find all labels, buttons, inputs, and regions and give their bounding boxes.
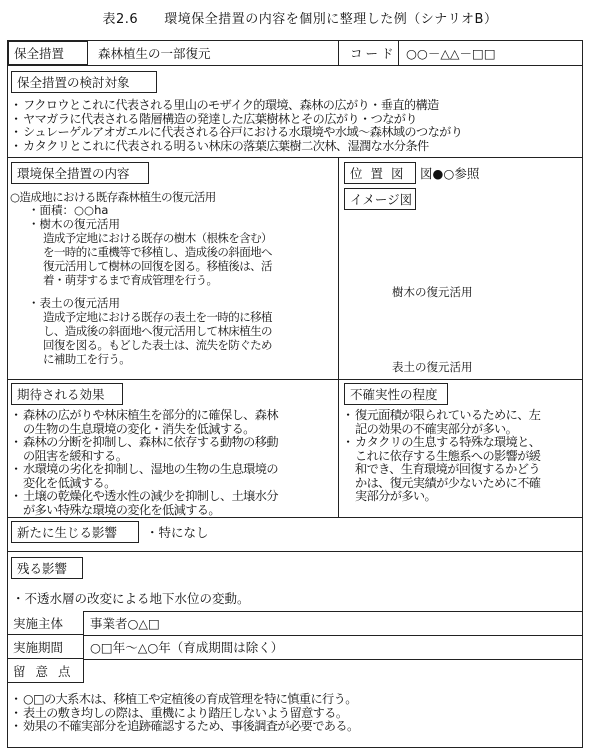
list-item: ・ シュレーゲルアオガエルに代表される谷戸における水環境や水域～森林域のつながり	[12, 126, 462, 140]
image-caption-soil: 表土の復元活用	[392, 360, 473, 374]
measure-value: 森林植生の一部復元	[98, 46, 211, 61]
measure-table	[7, 40, 583, 748]
effects-label: 期待される効果	[11, 383, 123, 405]
effects-list	[12, 409, 336, 517]
list-item: ・ 森林の広がりや林床植生を部分的に確保し、森林 の生物の生息環境の変化・消失を低減する。	[12, 409, 336, 436]
list-item: ・ ヤマガラに代表される階層構造の発達した広葉樹林とその広がり・つながり	[12, 113, 462, 127]
soil-line: に補助工を行う。	[43, 352, 131, 366]
new-impact-value: ・特になし	[146, 525, 209, 540]
list-item: ・ 水環境の劣化を抑制し、湿地の生物の生息環境の 変化を低減する。	[12, 463, 336, 490]
soil-line: 造成予定地における既存の表土を一時的に移植	[43, 310, 272, 324]
new-impact-label: 新たに生じる影響	[11, 521, 139, 543]
residual-value: ・不透水層の改変による地下水位の変動。	[12, 591, 250, 606]
table-number: 表2.6	[102, 12, 139, 27]
image-label: イメージ図	[344, 188, 416, 210]
code-value: ○○－△△－□□	[406, 46, 496, 61]
list-item: ・ 土壌の乾燥化や透水性の減少を抑制し、土壌水分 が多い特殊な環境の変化を低減する。	[12, 490, 336, 517]
uncertainty-list	[344, 409, 580, 504]
image-caption-trees: 樹木の復元活用	[392, 285, 473, 299]
list-item: ・ フクロウとこれに代表される里山のモザイク的環境、森林の広がり・垂直的構造	[12, 99, 462, 113]
list-item: ・ ○□の大系木は、移植工や定植後の育成管理を特に慎重に行う。	[12, 693, 359, 707]
residual-label: 残る影響	[11, 557, 83, 579]
list-item: ・ カタクリとこれに代表される明るい林床の落葉広葉樹二次林、湿潤な水分条件	[12, 140, 462, 154]
targets-label: 保全措置の検討対象	[11, 71, 157, 93]
notes-list	[12, 693, 359, 734]
table-title	[0, 8, 600, 27]
measure-label: 保全措置	[8, 41, 88, 65]
list-item: ・ 効果の不確実部分を追跡確認するため、事後調査が必要である。	[12, 720, 359, 734]
code-label: コード	[350, 46, 397, 61]
soil-title: ・表土の復元活用	[28, 296, 120, 310]
trees-line: 復元活用して樹林の回復を図る。移植後は、活	[43, 259, 272, 273]
targets-list	[12, 99, 462, 153]
trees-line: 造成予定地における既存の樹木（根株を含む）	[43, 231, 272, 245]
trees-line: 着・萌芽するまで育成管理を行う。	[43, 273, 218, 287]
location-value: 図●○参照	[420, 166, 480, 181]
implementer-label: 実施主体	[8, 611, 84, 635]
notes-label: 留 意 点	[8, 659, 84, 683]
content-label: 環境保全措置の内容	[11, 162, 149, 184]
list-item: ・ 表土の敷き均しの際は、重機により踏圧しないよう留意する。	[12, 707, 359, 721]
implementer-value: 事業者○△□	[90, 616, 160, 631]
trees-line: を一時的に重機等で移植し、造成後の斜面地へ	[43, 245, 272, 259]
table-title-text: 環境保全措置の内容を個別に整理した例（シナリオB）	[164, 12, 498, 27]
uncertainty-label: 不確実性の程度	[344, 383, 448, 405]
trees-title: ・樹木の復元活用	[28, 217, 120, 231]
list-item: ・ 森林の分断を抑制し、森林に依存する動物の移動 の阻害を緩和する。	[12, 436, 336, 463]
list-item: ・ カタクリの生息する特殊な環境と、 これに依存する生態系への影響が緩 和でき、生育環境が回復するかどう かは、復元実績が少ないために不確 実部分が多い。	[344, 436, 580, 504]
soil-line: 回復を図る。もどした表土は、流失を防ぐため	[43, 338, 272, 352]
content-area: ・面積：○○ha	[28, 203, 109, 217]
content-heading: ○造成地における既存森林植生の復元活用	[10, 190, 216, 204]
period-label: 実施期間	[8, 635, 84, 659]
list-item: ・ 復元面積が限られているために、左 記の効果の不確実部分が多い。	[344, 409, 580, 436]
period-value: ○□年～△○年（育成期間は除く）	[90, 640, 284, 655]
location-label: 位 置 図	[344, 162, 416, 184]
soil-line: し、造成後の斜面地へ復元活用して林床植生の	[43, 324, 272, 338]
